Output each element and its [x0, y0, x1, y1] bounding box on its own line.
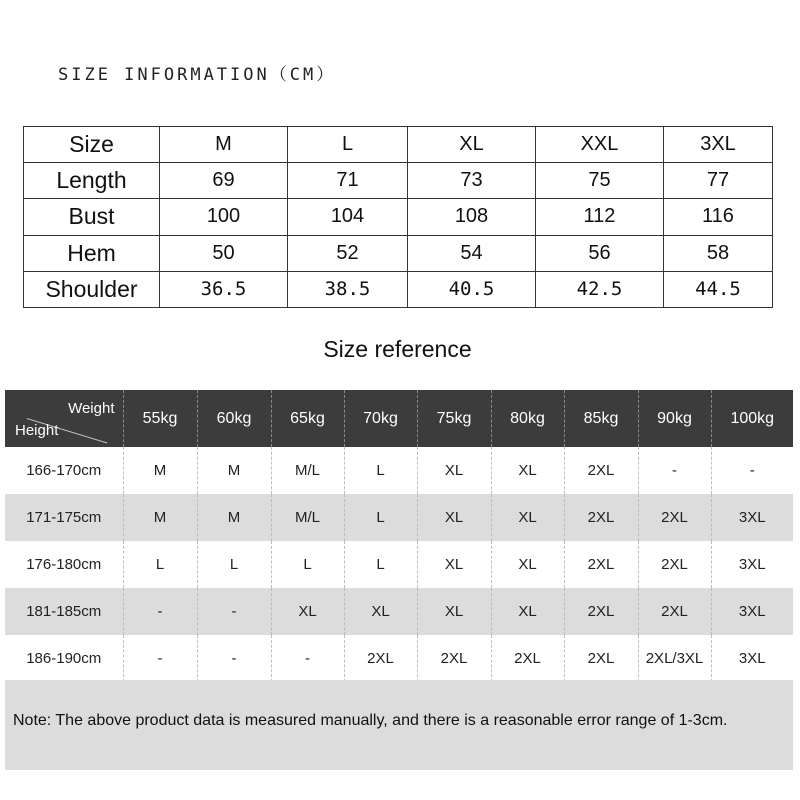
weight-column-header: 85kg	[564, 390, 638, 447]
measurement-value: 36.5	[160, 271, 288, 307]
recommended-size-cell: L	[344, 494, 417, 541]
measurement-value: 40.5	[408, 271, 536, 307]
recommended-size-cell: XL	[491, 447, 564, 494]
measurement-value: 77	[664, 163, 773, 199]
size-column-header: M	[160, 127, 288, 163]
measurement-value: 58	[664, 235, 773, 271]
recommended-size-cell: 2XL/3XL	[638, 635, 711, 682]
recommended-size-cell: -	[711, 447, 793, 494]
height-range-label: 176-180cm	[5, 541, 123, 588]
recommended-size-cell: L	[344, 447, 417, 494]
height-range-label: 171-175cm	[5, 494, 123, 541]
size-measurement-row	[24, 271, 773, 307]
recommended-size-cell: M	[197, 494, 271, 541]
recommended-size-cell: M/L	[271, 447, 344, 494]
weight-axis-label: Weight	[68, 400, 115, 417]
measurement-value: 104	[288, 199, 408, 235]
recommended-size-cell: -	[123, 635, 197, 682]
recommended-size-cell: 2XL	[417, 635, 491, 682]
recommended-size-cell: 3XL	[711, 588, 793, 635]
size-measurement-row	[24, 163, 773, 199]
recommended-size-cell: M	[123, 494, 197, 541]
measurement-note: Note: The above product data is measured manually, and there is a reasonable error range of 1-3cm.	[13, 712, 728, 729]
measurement-value: 75	[536, 163, 664, 199]
weight-column-header: 70kg	[344, 390, 417, 447]
size-measurement-row	[24, 235, 773, 271]
size-reference-row	[5, 494, 793, 541]
recommended-size-cell: -	[197, 635, 271, 682]
weight-height-corner-cell	[5, 390, 123, 447]
measurement-value: 108	[408, 199, 536, 235]
recommended-size-cell: -	[123, 588, 197, 635]
measurement-label: Hem	[24, 235, 160, 271]
height-range-label: 166-170cm	[5, 447, 123, 494]
size-information-title: SIZE INFORMATION（CM）	[58, 65, 337, 85]
size-column-header: L	[288, 127, 408, 163]
recommended-size-cell: L	[344, 541, 417, 588]
size-reference-row	[5, 541, 793, 588]
recommended-size-cell: 3XL	[711, 635, 793, 682]
recommended-size-cell: 2XL	[344, 635, 417, 682]
recommended-size-cell: 3XL	[711, 541, 793, 588]
size-reference-title: Size reference	[323, 336, 472, 362]
recommended-size-cell: M	[197, 447, 271, 494]
height-axis-label: Height	[15, 422, 59, 439]
recommended-size-cell: -	[271, 635, 344, 682]
recommended-size-cell: 2XL	[564, 447, 638, 494]
size-reference-row	[5, 635, 793, 682]
recommended-size-cell: -	[638, 447, 711, 494]
recommended-size-cell: 2XL	[564, 588, 638, 635]
weight-column-header: 55kg	[123, 390, 197, 447]
height-range-label: 181-185cm	[5, 588, 123, 635]
size-measurement-row	[24, 199, 773, 235]
weight-column-header: 80kg	[491, 390, 564, 447]
recommended-size-cell: XL	[417, 588, 491, 635]
recommended-size-cell: L	[197, 541, 271, 588]
recommended-size-cell: 2XL	[638, 541, 711, 588]
recommended-size-cell: L	[123, 541, 197, 588]
recommended-size-cell: 2XL	[638, 588, 711, 635]
measurement-value: 73	[408, 163, 536, 199]
height-range-label: 186-190cm	[5, 635, 123, 682]
measurement-label: Bust	[24, 199, 160, 235]
size-column-header: XXL	[536, 127, 664, 163]
measurement-value: 44.5	[664, 271, 773, 307]
recommended-size-cell: 2XL	[564, 494, 638, 541]
size-information-table	[23, 126, 773, 308]
recommended-size-cell: 2XL	[564, 635, 638, 682]
recommended-size-cell: XL	[417, 494, 491, 541]
weight-column-header: 90kg	[638, 390, 711, 447]
measurement-value: 54	[408, 235, 536, 271]
recommended-size-cell: 2XL	[638, 494, 711, 541]
size-column-header: 3XL	[664, 127, 773, 163]
measurement-value: 52	[288, 235, 408, 271]
size-reference-row	[5, 588, 793, 635]
recommended-size-cell: XL	[491, 588, 564, 635]
size-header-row	[24, 127, 773, 163]
measurement-value: 42.5	[536, 271, 664, 307]
recommended-size-cell: XL	[491, 494, 564, 541]
weight-column-header: 75kg	[417, 390, 491, 447]
recommended-size-cell: XL	[271, 588, 344, 635]
weight-column-header: 65kg	[271, 390, 344, 447]
size-reference-table	[5, 390, 793, 682]
measurement-value: 116	[664, 199, 773, 235]
measurement-value: 69	[160, 163, 288, 199]
recommended-size-cell: M	[123, 447, 197, 494]
weight-column-header: 100kg	[711, 390, 793, 447]
recommended-size-cell: 3XL	[711, 494, 793, 541]
recommended-size-cell: L	[271, 541, 344, 588]
recommended-size-cell: 2XL	[564, 541, 638, 588]
recommended-size-cell: -	[197, 588, 271, 635]
size-row-label: Size	[24, 127, 160, 163]
measurement-label: Length	[24, 163, 160, 199]
measurement-value: 112	[536, 199, 664, 235]
measurement-value: 56	[536, 235, 664, 271]
recommended-size-cell: XL	[417, 541, 491, 588]
recommended-size-cell: M/L	[271, 494, 344, 541]
measurement-value: 50	[160, 235, 288, 271]
measurement-value: 71	[288, 163, 408, 199]
recommended-size-cell: 2XL	[491, 635, 564, 682]
weight-column-header: 60kg	[197, 390, 271, 447]
measurement-value: 100	[160, 199, 288, 235]
recommended-size-cell: XL	[344, 588, 417, 635]
recommended-size-cell: XL	[491, 541, 564, 588]
measurement-label: Shoulder	[24, 271, 160, 307]
size-reference-row	[5, 447, 793, 494]
recommended-size-cell: XL	[417, 447, 491, 494]
measurement-value: 38.5	[288, 271, 408, 307]
size-column-header: XL	[408, 127, 536, 163]
